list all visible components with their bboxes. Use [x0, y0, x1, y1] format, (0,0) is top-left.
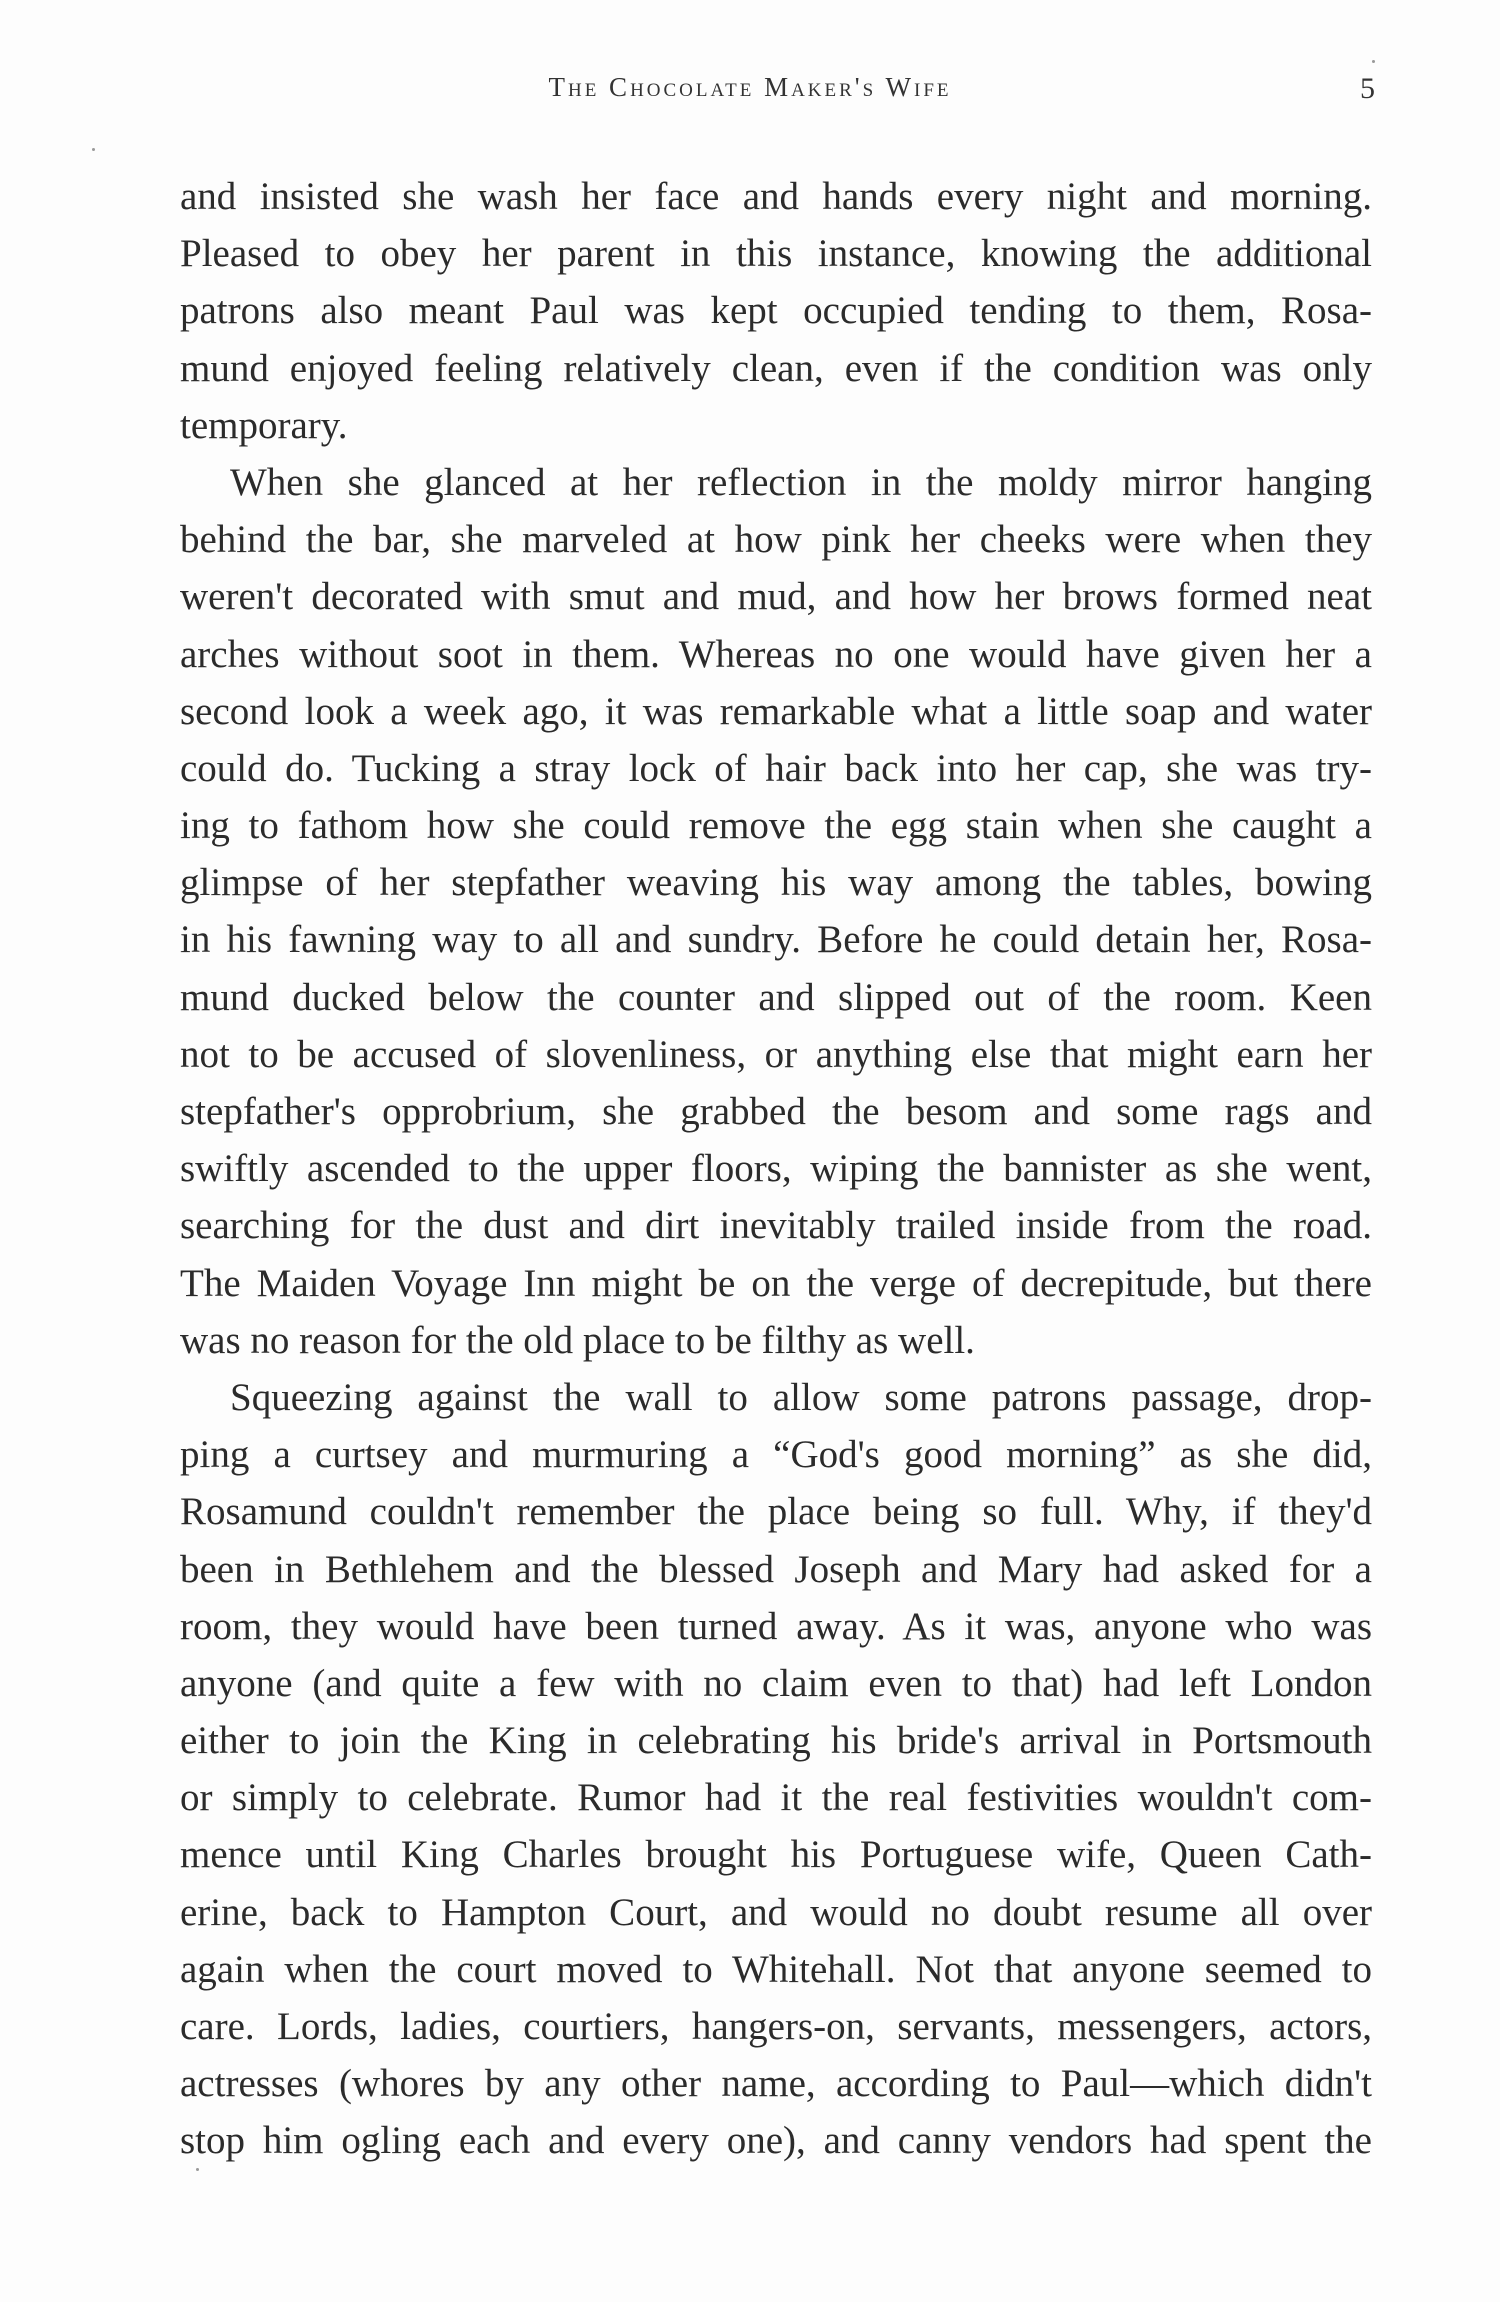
text-line: mence until King Charles brought his Portuguese wife, Queen Cath-: [180, 1833, 1372, 1877]
text-line: arches without soot in them. Whereas no one would have given her a: [180, 632, 1372, 676]
text-line: anyone (and quite a few with no claim even to that) had left London: [180, 1661, 1372, 1705]
text-line: stepfather's opprobrium, she grabbed the besom and some rags and: [180, 1090, 1372, 1133]
text-line: room, they would have been turned away. As it was, anyone who was: [180, 1604, 1372, 1648]
text-line: either to join the King in celebrating his bride's arrival in Portsmouth: [180, 1719, 1372, 1763]
text-line: second look a week ago, it was remarkable what a little soap and water: [180, 689, 1372, 733]
text-line: could do. Tucking a stray lock of hair back into her cap, she was try-: [180, 746, 1372, 790]
text-line: temporary.: [180, 403, 348, 447]
text-line: care. Lords, ladies, courtiers, hangers-on, servants, messengers, actors,: [180, 2005, 1372, 2048]
text-line: searching for the dust and dirt inevitably trailed inside from the road.: [180, 1204, 1372, 1248]
text-line: again when the court moved to Whitehall. Not that anyone seemed to: [180, 1947, 1372, 1991]
text-line: actresses (whores by any other name, according to Paul—which didn't: [180, 2062, 1372, 2106]
body-text: [180, 168, 1372, 2170]
text-line: ping a curtsey and murmuring a “God's good morning” as she did,: [180, 1433, 1372, 1477]
text-line: swiftly ascended to the upper floors, wiping the bannister as she went,: [180, 1147, 1372, 1191]
page-number: 5: [1360, 72, 1375, 105]
running-head-title: The Chocolate Maker's Wife: [548, 72, 952, 102]
text-line: in his fawning way to all and sundry. Before he could detain her, Rosa-: [180, 918, 1372, 962]
text-line: been in Bethlehem and the blessed Joseph and Mary had asked for a: [180, 1547, 1372, 1591]
text-line: behind the bar, she marveled at how pink her cheeks were when they: [180, 518, 1372, 562]
text-line: mund ducked below the counter and slipped out of the room. Keen: [180, 975, 1372, 1019]
text-line: was no reason for the old place to be filthy as well.: [180, 1318, 975, 1362]
text-line: patrons also meant Paul was kept occupied tending to them, Rosa-: [180, 289, 1372, 333]
text-line: Rosamund couldn't remember the place being so full. Why, if they'd: [180, 1490, 1372, 1534]
text-line: The Maiden Voyage Inn might be on the verge of decrepitude, but there: [180, 1261, 1372, 1305]
scan-speck: [1372, 60, 1375, 63]
text-line: glimpse of her stepfather weaving his way among the tables, bowing: [180, 861, 1372, 905]
text-line: erine, back to Hampton Court, and would no doubt resume all over: [180, 1890, 1372, 1934]
text-line: or simply to celebrate. Rumor had it the real festivities wouldn't com-: [180, 1776, 1372, 1820]
text-line: stop him ogling each and every one), and canny vendors had spent the: [180, 2119, 1372, 2163]
scan-speck: [92, 148, 95, 151]
paragraph-first-line: Squeezing against the wall to allow some patrons passage, drop-: [230, 1375, 1372, 1419]
paragraph-first-line: When she glanced at her reflection in the moldy mirror hanging: [230, 460, 1372, 504]
text-line: not to be accused of slovenliness, or anything else that might earn her: [180, 1032, 1372, 1076]
text-line: Pleased to obey her parent in this instance, knowing the additional: [180, 232, 1372, 276]
text-line: weren't decorated with smut and mud, and how her brows formed neat: [180, 575, 1372, 619]
text-line: and insisted she wash her face and hands every night and morning.: [180, 175, 1372, 218]
text-line: mund enjoyed feeling relatively clean, even if the condition was only: [180, 346, 1372, 390]
text-line: ing to fathom how she could remove the egg stain when she caught a: [180, 804, 1372, 848]
scan-speck: [196, 2168, 199, 2171]
